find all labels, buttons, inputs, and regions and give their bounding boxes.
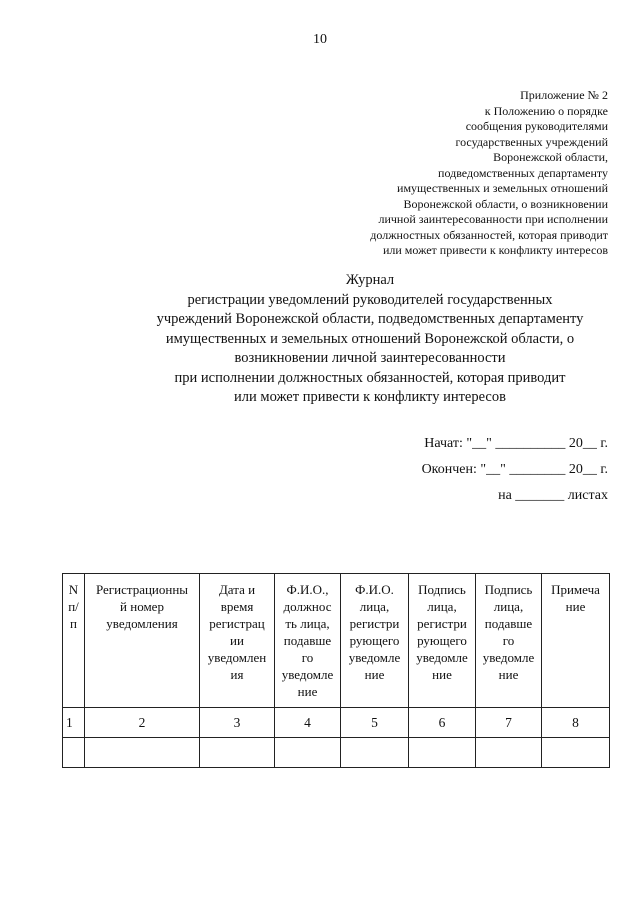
column-number-cell: 4: [275, 708, 341, 738]
journal-title: [120, 271, 620, 408]
column-number-cell: 5: [341, 708, 409, 738]
column-number-cell: 7: [476, 708, 542, 738]
empty-cell: [200, 738, 275, 768]
appendix-line: сообщения руководителями: [465, 119, 608, 133]
empty-cell: [85, 738, 200, 768]
empty-cell: [341, 738, 409, 768]
appendix-line: или может привести к конфликту интересов: [382, 243, 608, 257]
header-cell-registrar-name: Ф.И.О. лица, регистри рующего уведомле ние: [341, 574, 409, 708]
empty-cell: [542, 738, 610, 768]
header-cell-number: N п/ п: [63, 574, 85, 708]
empty-cell: [275, 738, 341, 768]
table-header-row: [63, 574, 610, 708]
column-number-cell: 2: [85, 708, 200, 738]
appendix-line: подведомственных департаменту: [438, 165, 608, 180]
column-number-cell: 8: [542, 708, 610, 738]
appendix-line: к Положению о порядке: [484, 103, 608, 118]
notification-register-table: [62, 573, 610, 768]
journal-dates: [422, 437, 608, 515]
column-number-cell: 1: [63, 708, 85, 738]
title-line: при исполнении должностных обязанностей, которая приводит: [174, 369, 566, 386]
title-line: имущественных и земельных отношений Воронежской области, о: [165, 330, 575, 347]
header-cell-submitter-name: Ф.И.О., должнос ть лица, подавше го уведомле ние: [275, 574, 341, 708]
appendix-line: Приложение № 2: [520, 88, 608, 102]
title-line: Журнал: [345, 272, 395, 288]
appendix-line: имущественных и земельных отношений: [397, 181, 608, 195]
column-number-cell: 6: [409, 708, 476, 738]
title-line: регистрации уведомлений руководителей государственных: [187, 291, 553, 308]
header-cell-registrar-signature: Подпись лица, регистри рующего уведомле ние: [409, 574, 476, 708]
start-date: Начат: "__" __________ 20__ г.: [424, 436, 608, 451]
appendix-line: личной заинтересованности при исполнении: [378, 212, 608, 226]
header-cell-submitter-signature: Подпись лица, подавше го уведомле ние: [476, 574, 542, 708]
appendix-line: Воронежской области,: [493, 150, 608, 164]
appendix-line: государственных учреждений: [455, 134, 608, 149]
table-row: [63, 738, 610, 768]
empty-cell: [476, 738, 542, 768]
table-row: [63, 708, 610, 738]
header-cell-registration-number: Регистрационны й номер уведомления: [85, 574, 200, 708]
end-date: Окончен: "__" ________ 20__ г.: [421, 462, 608, 477]
header-cell-registration-date: Дата и время регистрац ии уведомлен ия: [200, 574, 275, 708]
empty-cell: [63, 738, 85, 768]
sheets-count: на _______ листах: [498, 488, 608, 503]
header-cell-notes: Примеча ние: [542, 574, 610, 708]
title-line: или может привести к конфликту интересов: [234, 389, 506, 405]
empty-cell: [409, 738, 476, 768]
appendix-block: [318, 88, 608, 259]
title-line: возникновении личной заинтересованности: [234, 350, 506, 366]
title-line: учреждений Воронежской области, подведомственных департаменту: [156, 311, 584, 327]
appendix-line: Воронежской области, о возникновении: [403, 196, 608, 211]
appendix-line: должностных обязанностей, которая приводит: [370, 227, 608, 242]
page-number: 10: [313, 32, 327, 47]
column-number-cell: 3: [200, 708, 275, 738]
